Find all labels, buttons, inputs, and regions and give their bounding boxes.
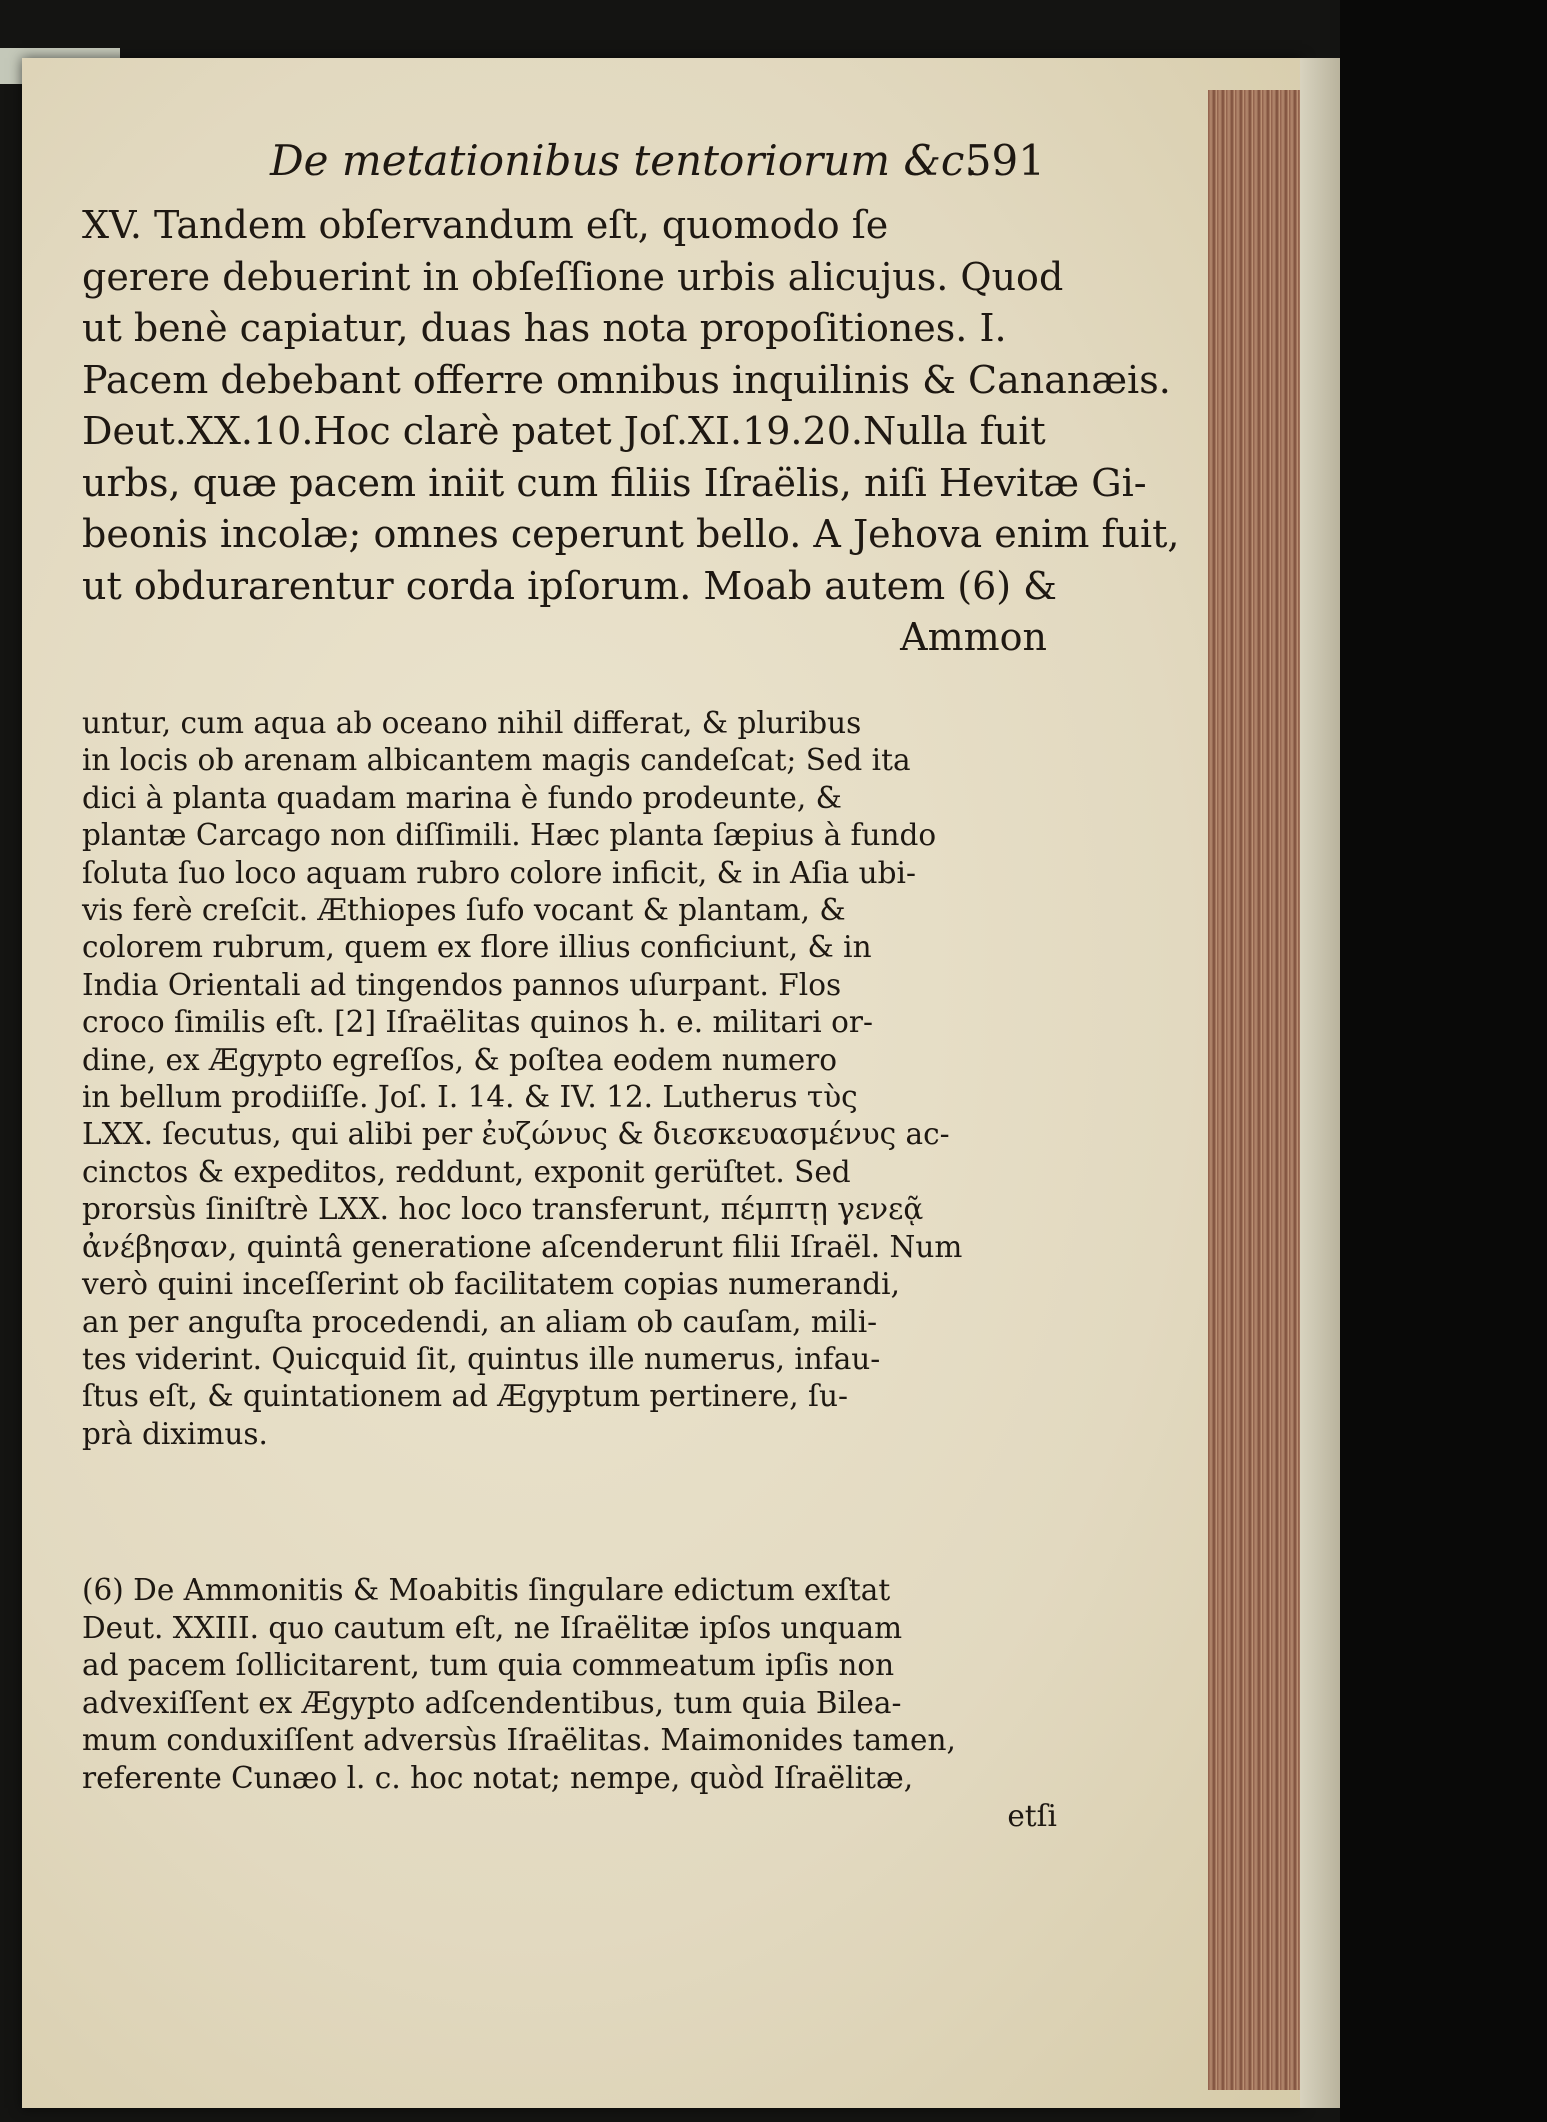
middle-text-block (82, 705, 1057, 1453)
text-line: ut benè capiatur, duas has nota propoſitiones. I. (82, 306, 1007, 350)
footnote-line: ad pacem ſollicitarent, tum quia commeatum ipſis non (82, 1648, 895, 1683)
footnote-catchword: etſi (1007, 1798, 1057, 1833)
text-line: ἀνέβησαν, quintâ generatione aſcenderunt filii Iſraël. Num (82, 1229, 963, 1264)
text-line: dici à planta quadam marina è fundo prodeunte, & (82, 780, 842, 815)
text-line: an per anguſta procedendi, an aliam ob cauſam, mili- (82, 1304, 878, 1339)
catchword: Ammon (900, 615, 1047, 659)
page-number: 591 (964, 136, 1045, 185)
page-fore-edge (1208, 90, 1300, 2090)
text-line: vis ferè creſcit. Æthiopes ſufo vocant & plantam, & (82, 893, 846, 928)
text-line: untur, cum aqua ab oceano nihil differat, & pluribus (82, 706, 862, 740)
text-line: LXX. ſecutus, qui alibi per ἐυζώνυς & διεσκευασμένυς ac- (82, 1117, 950, 1152)
text-line: cinctos & expeditos, reddunt, exponit gerüſtet. Sed (82, 1154, 851, 1189)
text-line: prà diximus. (82, 1416, 268, 1451)
text-line: croco ſimilis eſt. [2] Iſraëlitas quinos h. e. militari or- (82, 1005, 873, 1040)
text-line: Pacem debebant offerre omnibus inquilinis & Cananæis. (82, 357, 1171, 402)
text-line: tes viderint. Quicquid ſit, quintus ille numerus, infau- (82, 1341, 881, 1376)
text-line: Deut.XX.10.Hoc clarè patet Joſ.XI.19.20.Nulla fuit (82, 409, 1046, 453)
text-line: in locis ob arenam albicantem magis candeſcat; Sed ita (82, 743, 911, 778)
running-head (270, 136, 1045, 196)
text-line: ſtus eſt, & quintationem ad Ægyptum pertinere, ſu- (82, 1379, 848, 1414)
footnote-line: mum conduxiſſent adversùs Iſraëlitas. Maimonides tamen, (82, 1723, 956, 1758)
footnote-line: referente Cunæo l. c. hoc notat; nempe, quòd Iſraëlitæ, (82, 1760, 914, 1795)
background-shadow (1340, 0, 1547, 2122)
footnote-block (82, 1572, 1057, 1835)
text-line: gerere debuerint in obſeſſione urbis alicujus. Quod (82, 254, 1064, 299)
footnote-line: advexiſſent ex Ægypto adſcendentibus, tum quia Bilea- (82, 1685, 902, 1720)
text-line: prorsùs ſiniſtrè LXX. hoc loco transferunt, πέμπτῃ γενεᾷ (82, 1192, 924, 1227)
text-line: urbs, quæ pacem iniit cum filiis Iſraëlis, niſi Hevitæ Gi- (82, 460, 1147, 505)
text-line: plantæ Carcago non diſſimili. Hæc planta ſæpius à fundo (82, 818, 937, 853)
text-line: XV. Tandem obſervandum eſt, quomodo ſe (82, 203, 889, 247)
upper-text-block (82, 200, 1180, 664)
book-board-edge (1300, 58, 1340, 2108)
text-line: ſoluta ſuo loco aquam rubro colore inficit, & in Aſia ubi- (82, 855, 916, 890)
text-line: in bellum prodiiſſe. Joſ. I. 14. & IV. 12. Lutherus τὺς (82, 1080, 858, 1115)
running-head-title: De metationibus tentoriorum &c. (270, 136, 978, 185)
text-line: beonis incolæ; omnes ceperunt bello. A Jehova enim fuit, (82, 512, 1180, 556)
text-line: verò quini inceſſerint ob facilitatem copias numerandi, (82, 1267, 900, 1302)
text-line: colorem rubrum, quem ex flore illius conficiunt, & in (82, 930, 872, 965)
footnote-line: Deut. XXIII. quo cautum eſt, ne Iſraëlitæ ipſos unquam (82, 1610, 903, 1645)
text-line: India Orientali ad tingendos pannos uſurpant. Flos (82, 967, 842, 1002)
footnote-line: (6) De Ammonitis & Moabitis ſingulare edictum exſtat (82, 1573, 891, 1607)
text-line: ut obdurarentur corda ipſorum. Moab autem (6) & (82, 563, 1057, 608)
text-line: dine, ex Ægypto egreſſos, & poſtea eodem numero (82, 1042, 838, 1077)
